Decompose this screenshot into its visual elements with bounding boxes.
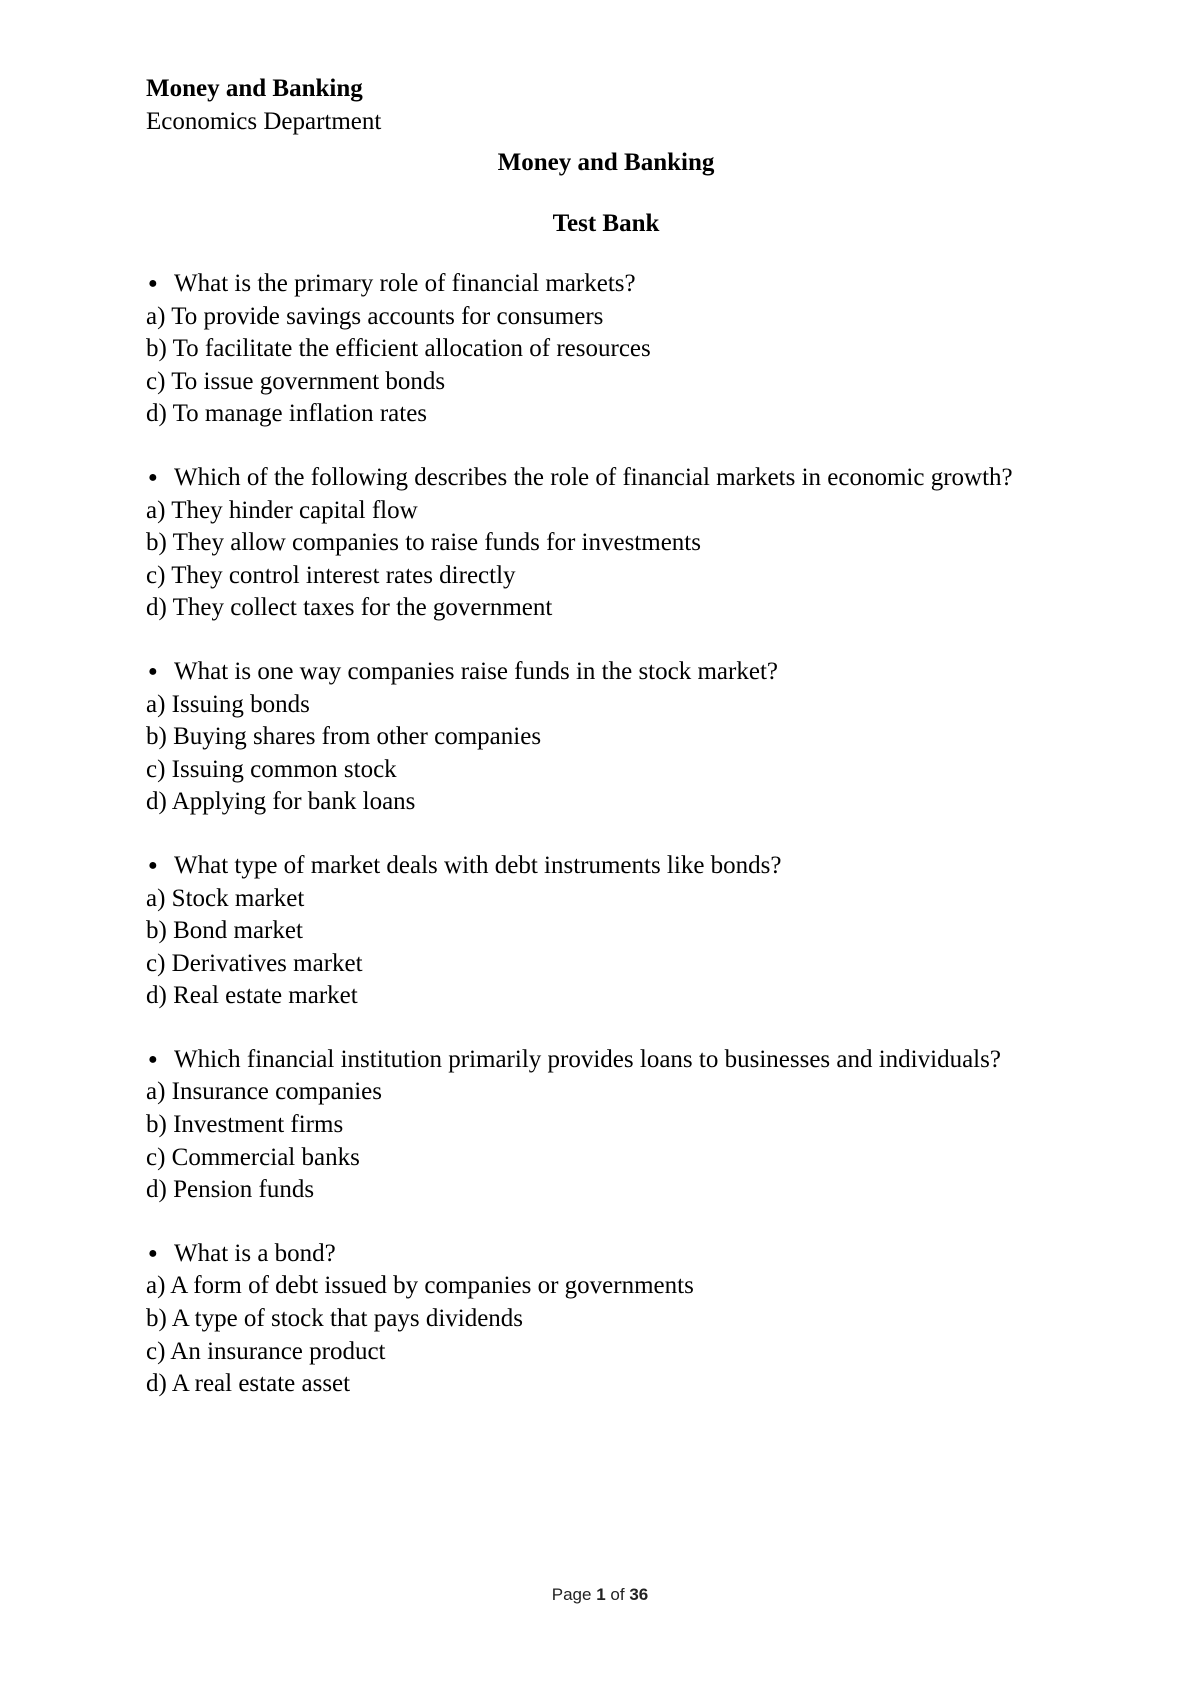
course-title: Money and Banking: [146, 75, 363, 102]
question-item: [146, 850, 1066, 1013]
answer-option: b) Bond market: [146, 917, 303, 945]
answer-option: a) To provide savings accounts for consumers: [146, 302, 604, 330]
question-text: Which of the following describes the role of financial markets in economic growth?: [174, 463, 1013, 491]
bullet-icon: ●: [148, 275, 158, 292]
bullet-icon: ●: [148, 1244, 158, 1262]
answer-option: d) Pension funds: [146, 1176, 315, 1204]
question-item: [146, 1238, 1066, 1401]
answer-option: b) Buying shares from other companies: [146, 723, 542, 751]
question-text: What is the primary role of financial markets?: [174, 270, 636, 297]
question-text: What is one way companies raise funds in the stock market?: [174, 657, 778, 685]
answer-option: c) They control interest rates directly: [146, 561, 516, 589]
answer-option: d) They collect taxes for the government: [146, 594, 553, 622]
question-item: [146, 268, 1066, 431]
page-total: 36: [629, 1585, 649, 1604]
answer-option: c) An insurance product: [146, 1337, 386, 1365]
answer-option: b) Investment firms: [146, 1111, 344, 1139]
question-text-line: [146, 850, 1066, 883]
question-item: [146, 462, 1066, 625]
bullet-icon: ●: [148, 1050, 158, 1068]
answer-option: b) They allow companies to raise funds for investments: [146, 529, 701, 557]
question-text-line: [146, 656, 1066, 689]
answer-option: d) Applying for bank loans: [146, 788, 416, 816]
department-name: Economics Department: [146, 108, 382, 135]
question-text: Which financial institution primarily provides loans to businesses and individuals?: [174, 1045, 1001, 1073]
answer-option: b) To facilitate the efficient allocation of resources: [146, 335, 651, 363]
question-text-line: [146, 1238, 1066, 1271]
question-list: [146, 268, 1066, 1401]
of-label: of: [610, 1585, 625, 1604]
page-footer: [0, 1585, 1200, 1605]
page-content: [146, 72, 1066, 1432]
answer-option: d) A real estate asset: [146, 1370, 351, 1398]
answer-option: a) Insurance companies: [146, 1078, 382, 1106]
question-item: [146, 656, 1066, 819]
answer-option: c) To issue government bonds: [146, 367, 446, 395]
page-current: 1: [596, 1585, 606, 1604]
answer-option: d) To manage inflation rates: [146, 400, 428, 428]
answer-option: b) A type of stock that pays dividends: [146, 1305, 524, 1333]
question-text: What is a bond?: [174, 1239, 336, 1267]
question-text-line: [146, 1044, 1066, 1077]
answer-option: a) A form of debt issued by companies or governments: [146, 1272, 694, 1300]
answer-option: c) Derivatives market: [146, 949, 363, 977]
question-text-line: [146, 462, 1066, 495]
question-text: What type of market deals with debt instruments like bonds?: [174, 851, 782, 879]
answer-option: d) Real estate market: [146, 982, 358, 1010]
answer-option: a) Stock market: [146, 884, 305, 912]
answer-option: a) They hinder capital flow: [146, 496, 418, 524]
bullet-icon: ●: [148, 856, 158, 874]
bullet-icon: ●: [148, 468, 158, 486]
answer-option: a) Issuing bonds: [146, 690, 310, 718]
document-subtitle: Test Bank: [552, 210, 660, 237]
answer-option: c) Commercial banks: [146, 1143, 360, 1171]
answer-option: c) Issuing common stock: [146, 755, 397, 783]
page-label: Page: [551, 1585, 592, 1604]
bullet-icon: ●: [148, 662, 158, 680]
question-text-line: [146, 268, 1066, 301]
document-title: Money and Banking: [497, 149, 715, 176]
question-item: [146, 1044, 1066, 1207]
